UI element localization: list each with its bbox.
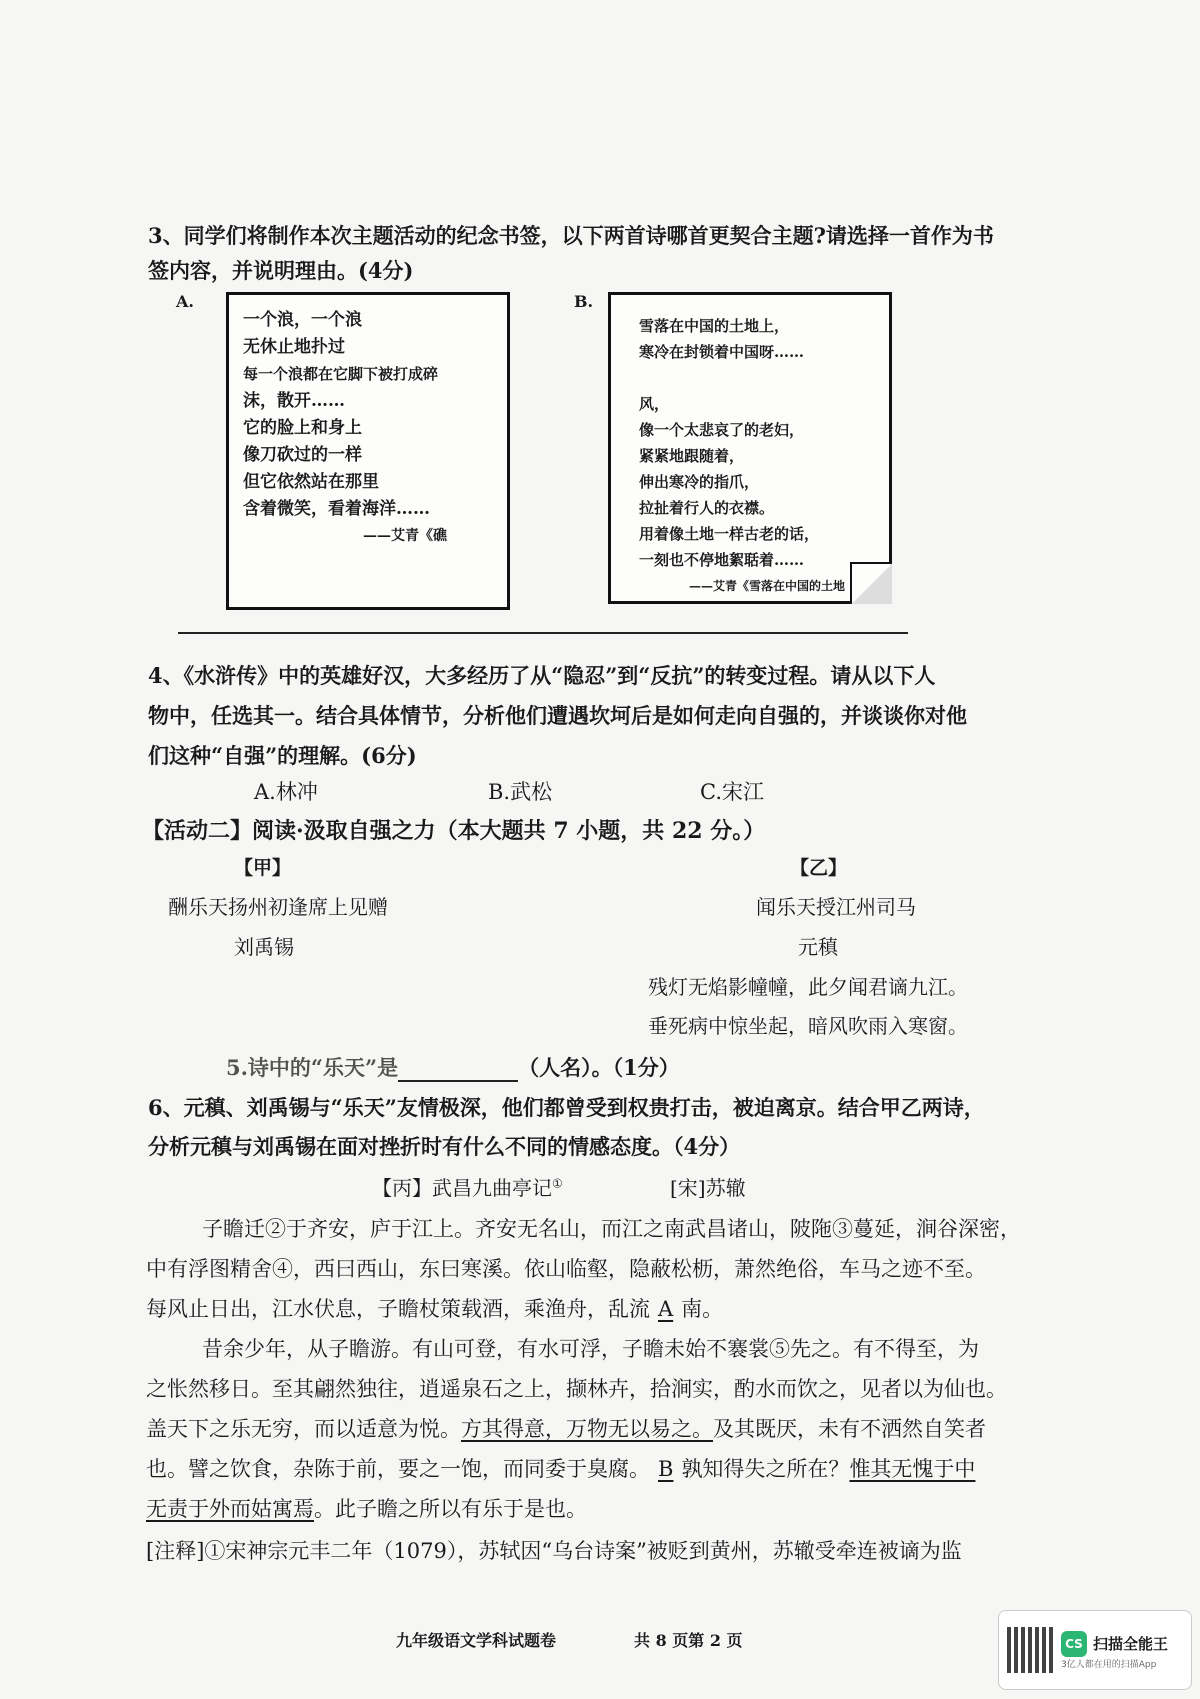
q3-line2: 签内容，并说明理由。(4分) (148, 258, 414, 283)
underlined-sentence-2b: 无责于外而姑寓焉 (146, 1497, 314, 1521)
bing-note: [注释]①宋神宗元丰二年（1079），苏轼因“乌台诗案”被贬到黄州，苏辙受牵连被谪为监 (146, 1539, 962, 1563)
poem-jia-label: 【甲】 (234, 857, 292, 879)
page-fold-corner (850, 562, 892, 604)
scanner-brand (1061, 1631, 1168, 1670)
q4-option-c: C.宋江 (700, 780, 764, 804)
bing-p2-line2: 之怅然移日。至其翩然独往，逍遥泉石之上，撷林卉，拾涧实，酌水而饮之，见者以为仙也。 (146, 1377, 1007, 1401)
bing-p2-line3-a: 盖天下之乐无穷，而以适意为悦。 (146, 1417, 461, 1441)
poem-b-line: 风， (639, 395, 670, 413)
poem-a-attribution: ——艾青《礁 (363, 528, 447, 544)
bing-p2-line4 (146, 1453, 975, 1483)
bing-author: [宋]苏辙 (670, 1176, 746, 1200)
poem-b-line: 用着像土地一样古老的话， (639, 525, 820, 543)
bing-p1-line2: 中有浮图精舍④，西曰西山，东曰寒溪。依山临壑，隐蔽松枥，萧然绝俗，车马之迹不至。 (146, 1257, 986, 1281)
poem-yi-title: 闻乐天授江州司马 (756, 895, 916, 919)
poem-b-line: 一刻也不停地絮聒着…… (639, 551, 805, 569)
poem-b-line: 雪落在中国的土地上， (639, 317, 790, 335)
bing-p2-line4-b: 孰知得失之所在？ (681, 1457, 850, 1481)
poem-b (639, 313, 845, 599)
blank-b: B (658, 1457, 674, 1481)
poem-b-line: 紧紧地跟随着， (639, 447, 745, 465)
bing-p2-line5 (146, 1493, 587, 1523)
poem-b-line: 像一个太悲哀了的老妇， (639, 421, 805, 439)
bing-title (372, 1172, 563, 1201)
qr-code-icon (1007, 1627, 1053, 1673)
poem-a (243, 307, 447, 550)
section-divider (178, 632, 908, 634)
bing-p2-line3-b: 及其既厌，未有不洒然自笑者 (713, 1417, 986, 1441)
poem-a-line: 含着微笑，看着海洋…… (243, 499, 430, 519)
poem-a-line: 但它依然站在那里 (243, 472, 379, 492)
poem-b-line (639, 365, 845, 391)
bing-p2-line3 (146, 1413, 986, 1443)
badge-subtitle: 3亿人都在用的扫描App (1061, 1659, 1157, 1670)
q4-line3: 们这种“自强”的理解。(6分) (148, 743, 417, 768)
poem-yi-line2: 垂死病中惊坐起，暗风吹雨入寒窗。 (648, 1014, 968, 1038)
q4-option-b: B.武松 (488, 780, 553, 804)
poem-a-line: 像刀砍过的一样 (243, 445, 362, 465)
bing-p1-line3-b: 南。 (681, 1297, 724, 1321)
bookmark-a (226, 292, 510, 610)
poem-b-line: 伸出寒冷的指爪， (639, 473, 760, 491)
poem-b-attribution: ——艾青《雪落在中国的土地 (689, 579, 846, 593)
q5-suffix: （人名）。（1分） (518, 1055, 680, 1080)
cs-logo-icon: CS (1061, 1631, 1087, 1657)
footer-page: 共 8 页第 2 页 (634, 1631, 743, 1650)
bookmark-b (608, 292, 892, 604)
q4-option-a: A.林冲 (254, 780, 318, 804)
q5-prefix: 5.诗中的“乐天”是 (226, 1055, 399, 1080)
poem-b-line: 拉扯着行人的衣襟。 (639, 499, 775, 517)
q4-line2: 物中，任选其一。结合具体情节，分析他们遭遇坎坷后是如何走向自强的，并谈谈你对他 (148, 703, 967, 728)
poem-a-line: 沫，散开…… (243, 391, 345, 411)
activity2-title: 【活动二】阅读·汲取自强之力（本大题共 7 小题，共 22 分。） (142, 818, 766, 844)
poem-a-line: 每一个浪都在它脚下被打成碎 (243, 365, 439, 383)
q5-answer-blank (398, 1060, 518, 1082)
underlined-sentence-2a: 惟其无愧于中 (849, 1457, 976, 1481)
bing-note-mark: ① (552, 1176, 563, 1191)
q4-line1: 4、《水浒传》中的英雄好汉，大多经历了从“隐忍”到“反抗”的转变过程。请从以下人 (148, 663, 936, 688)
q6-line1: 6、元稹、刘禹锡与“乐天”友情极深，他们都曾受到权贵打击，被迫离京。结合甲乙两诗， (148, 1095, 985, 1120)
bing-p1-line3 (146, 1293, 723, 1323)
poem-jia-title: 酬乐天扬州初逢席上见赠 (168, 895, 388, 919)
bing-p2-line4-a: 也。譬之饮食，杂陈于前，要之一饱，而同委于臭腐。 (146, 1457, 650, 1481)
bing-p2-line1: 昔余少年，从子瞻游。有山可登，有水可浮，子瞻未始不褰裳⑤先之。有不得至，为 (202, 1337, 979, 1361)
underlined-sentence-1: 方其得意，万物无以易之。 (461, 1417, 713, 1441)
footer-title: 九年级语文学科试题卷 (396, 1631, 557, 1650)
scanner-watermark (998, 1610, 1192, 1690)
q5-line (226, 1052, 680, 1082)
poem-a-line: 无休止地扑过 (243, 337, 345, 357)
q6-line2: 分析元稹与刘禹锡在面对挫折时有什么不同的情感态度。（4分） (148, 1134, 741, 1159)
poem-yi-label: 【乙】 (790, 857, 848, 879)
poem-b-line: 寒冷在封锁着中国呀…… (639, 343, 805, 361)
label-b: B. (574, 292, 594, 311)
poem-a-line: 它的脸上和身上 (243, 418, 362, 438)
bing-p1-line1: 子瞻迁②于齐安，庐于江上。齐安无名山，而江之南武昌诸山，陂陁③蔓延，涧谷深密， (202, 1217, 1021, 1241)
poem-jia-author: 刘禹锡 (234, 935, 294, 959)
label-a: A. (176, 292, 194, 311)
q3-line1: 3、同学们将制作本次主题活动的纪念书签，以下两首诗哪首更契合主题?请选择一首作为书 (148, 223, 994, 248)
bing-p2-line5-b: 。此子瞻之所以有乐于是也。 (314, 1497, 587, 1521)
bing-p1-line3-a: 每风止日出，江水伏息，子瞻杖策载酒，乘渔舟，乱流 (146, 1297, 650, 1321)
blank-a: A (658, 1297, 674, 1321)
poem-a-line: 一个浪，一个浪 (243, 310, 362, 330)
poem-yi-line1: 残灯无焰影幢幢，此夕闻君谪九江。 (648, 975, 968, 999)
poem-yi-author: 元稹 (798, 935, 838, 959)
bing-title-text: 【丙】武昌九曲亭记 (372, 1176, 552, 1200)
badge-title: 扫描全能王 (1093, 1635, 1169, 1653)
